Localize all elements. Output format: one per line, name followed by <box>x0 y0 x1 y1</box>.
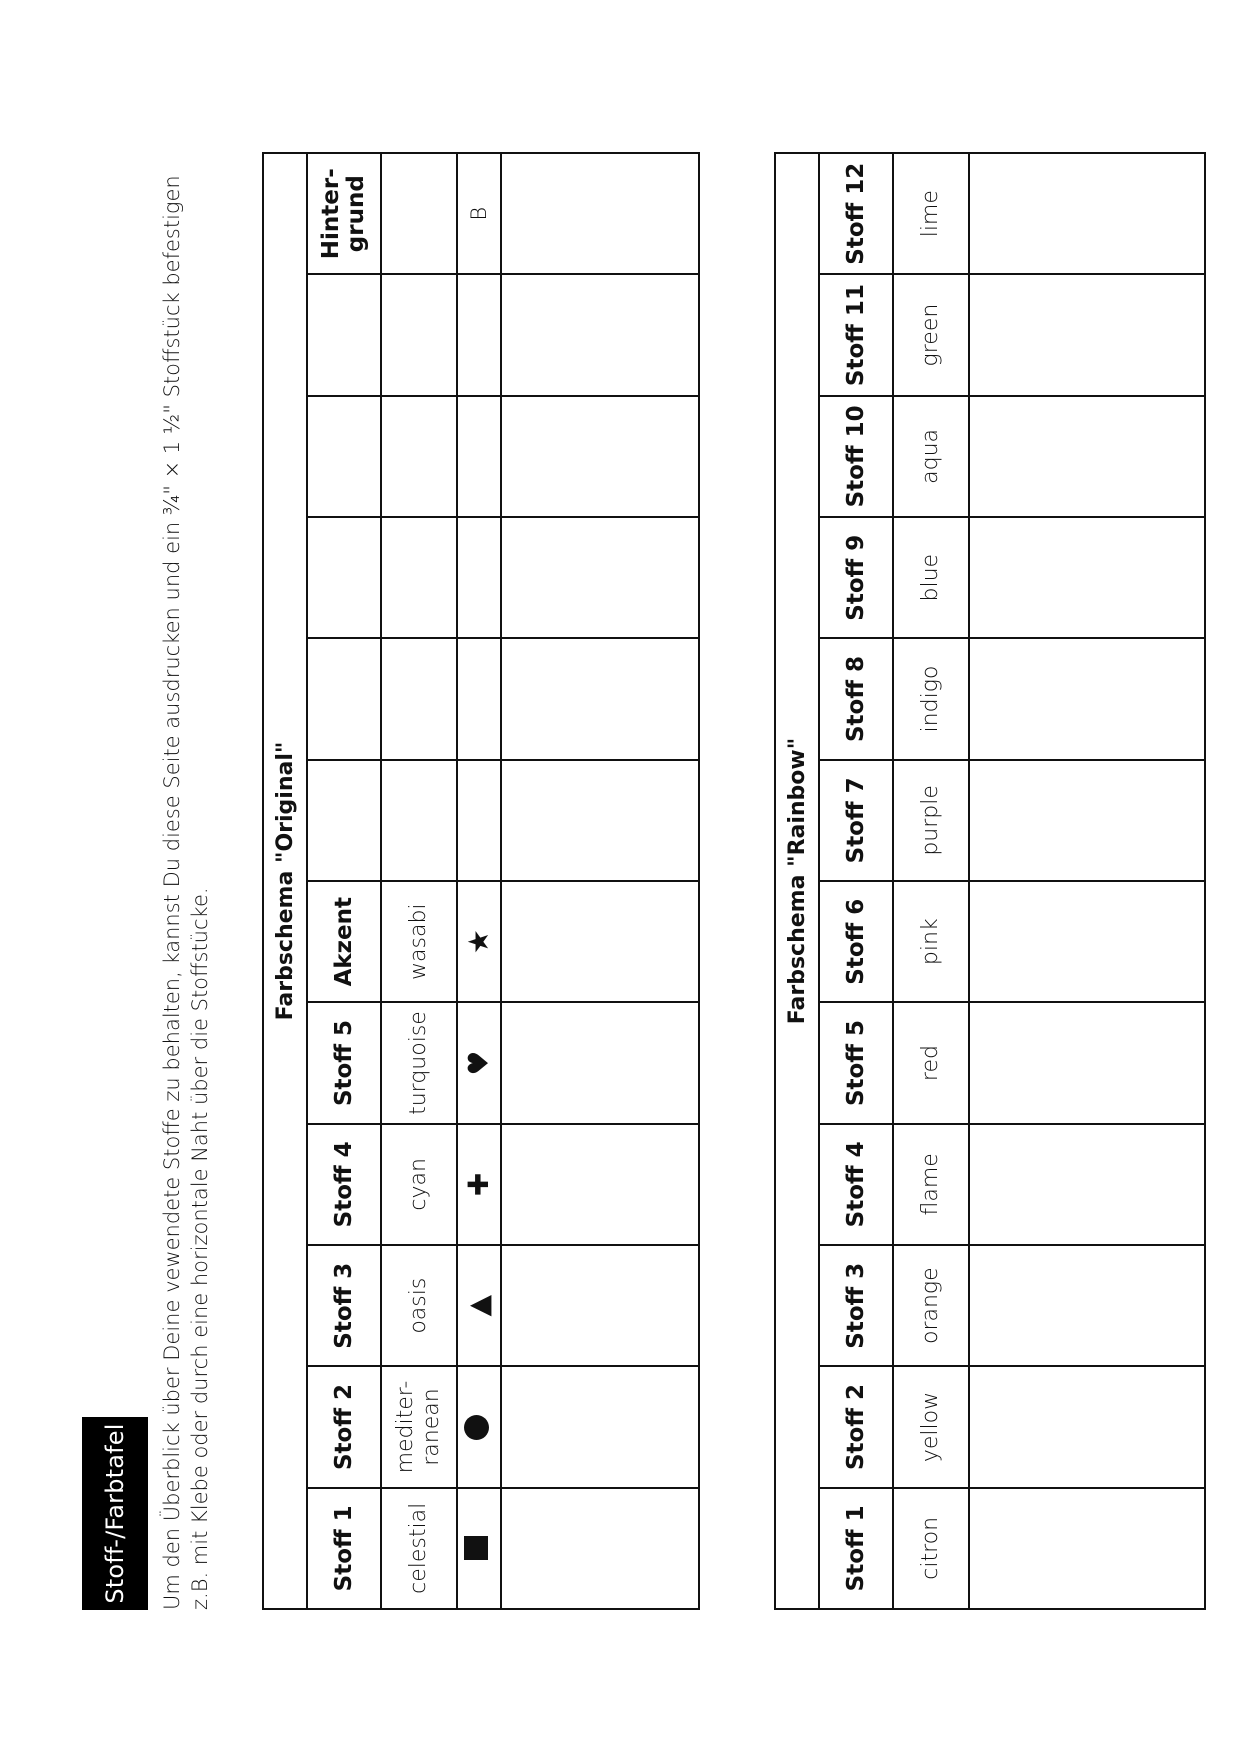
fabric-name-row <box>381 153 457 1609</box>
plus-icon: ✚ <box>461 1172 495 1197</box>
swatch-cell-7 <box>501 760 699 881</box>
fabric-name-cell-label: orange <box>918 1267 943 1345</box>
swatch-cell-2 <box>501 1366 699 1487</box>
fabric-name-cell-label: lime <box>918 190 943 238</box>
symbol-cell-12 <box>457 153 501 274</box>
fabric-name-cell-11 <box>381 274 457 395</box>
fabric-name-cell-8 <box>893 638 969 759</box>
swatch-cell-12 <box>969 153 1205 274</box>
fabric-name-cell-3 <box>893 1245 969 1366</box>
symbol-row <box>457 153 501 1609</box>
fabric-name-cell-label: citron <box>918 1516 943 1580</box>
header-cell-10 <box>307 396 381 517</box>
header-cell-label: Stoff 4 <box>330 1141 357 1228</box>
header-cell-label: Stoff 10 <box>842 405 869 508</box>
fabric-name-cell-11 <box>893 274 969 395</box>
symbol-cell-5 <box>457 1002 501 1123</box>
header-cell-label: Stoff 2 <box>842 1384 869 1471</box>
header-cell-8 <box>307 638 381 759</box>
fabric-name-cell-label: cyan <box>406 1158 431 1211</box>
symbol-cell-9 <box>457 517 501 638</box>
swatch-cell-11 <box>969 274 1205 395</box>
header-cell-7 <box>819 760 893 881</box>
swatch-cell-9 <box>969 517 1205 638</box>
swatch-row <box>969 153 1205 1609</box>
color-scheme-original-table <box>262 152 700 1610</box>
symbol-cell-1 <box>457 1488 501 1609</box>
fabric-name-cell-9 <box>381 517 457 638</box>
intro-line-2: z.B. mit Klebe oder durch eine horizontale Naht über die Stoffstücke. <box>188 887 212 1610</box>
fabric-name-row <box>893 153 969 1609</box>
swatch-cell-6 <box>969 881 1205 1002</box>
fabric-name-cell-label: green <box>918 303 943 367</box>
swatch-cell-1 <box>969 1488 1205 1609</box>
swatch-cell-6 <box>501 881 699 1002</box>
fabric-name-cell-label: blue <box>918 553 943 602</box>
fabric-name-cell-label: oasis <box>406 1277 431 1334</box>
fabric-name-cell-10 <box>381 396 457 517</box>
header-cell-4 <box>819 1124 893 1245</box>
header-cell-3 <box>307 1245 381 1366</box>
swatch-cell-4 <box>501 1124 699 1245</box>
fabric-name-cell-10 <box>893 396 969 517</box>
fabric-name-cell-label: purple <box>918 785 943 856</box>
circle-icon <box>464 1415 489 1440</box>
swatch-cell-9 <box>501 517 699 638</box>
symbol-cell-8 <box>457 638 501 759</box>
header-cell-3 <box>819 1245 893 1366</box>
swatch-cell-5 <box>969 1002 1205 1123</box>
fabric-name-cell-7 <box>893 760 969 881</box>
fabric-name-cell-label: wasabi <box>406 903 431 980</box>
swatch-row <box>501 153 699 1609</box>
header-cell-label: Hinter- grund <box>318 168 369 260</box>
header-cell-label: Stoff 3 <box>330 1262 357 1349</box>
page-title: Stoff-/Farbtafel <box>82 1417 148 1610</box>
symbol-cell-11 <box>457 274 501 395</box>
fabric-name-cell-4 <box>893 1124 969 1245</box>
fabric-name-cell-label: flame <box>918 1153 943 1216</box>
swatch-cell-10 <box>501 396 699 517</box>
fabric-name-cell-label: indigo <box>918 665 943 733</box>
intro-text <box>158 150 214 1610</box>
header-cell-4 <box>307 1124 381 1245</box>
swatch-cell-8 <box>969 638 1205 759</box>
header-cell-7 <box>307 760 381 881</box>
fabric-name-cell-12 <box>893 153 969 274</box>
swatch-cell-3 <box>969 1245 1205 1366</box>
fabric-name-cell-3 <box>381 1245 457 1366</box>
header-cell-6 <box>307 881 381 1002</box>
intro-line-1: Um den Überblick über Deine vewendete Stoffe zu behalten, kannst Du diese Seite ausdrucken und ein ¾" × 1 ½" Stoffstück befestigen <box>160 175 184 1610</box>
fabric-name-cell-6 <box>381 881 457 1002</box>
fabric-name-cell-2 <box>381 1366 457 1487</box>
symbol-cell-10 <box>457 396 501 517</box>
table-caption-rainbow: Farbschema "Rainbow" <box>775 153 819 1609</box>
fabric-name-cell-5 <box>893 1002 969 1123</box>
header-cell-1 <box>819 1488 893 1609</box>
fabric-name-cell-12 <box>381 153 457 274</box>
swatch-cell-12 <box>501 153 699 274</box>
symbol-cell-3 <box>457 1245 501 1366</box>
table-caption-original: Farbschema "Original" <box>263 153 307 1609</box>
table-header-row <box>819 153 893 1609</box>
header-cell-label: Stoff 1 <box>842 1505 869 1592</box>
header-cell-label: Stoff 1 <box>330 1505 357 1592</box>
header-cell-1 <box>307 1488 381 1609</box>
header-cell-label: Stoff 3 <box>842 1262 869 1349</box>
header-cell-label: Stoff 8 <box>842 656 869 743</box>
header-cell-6 <box>819 881 893 1002</box>
header-cell-label: Stoff 12 <box>842 162 869 265</box>
header-cell-label: Stoff 4 <box>842 1141 869 1228</box>
header-cell-11 <box>819 274 893 395</box>
fabric-name-cell-label: aqua <box>918 428 943 484</box>
swatch-cell-11 <box>501 274 699 395</box>
fabric-name-cell-9 <box>893 517 969 638</box>
symbol-letter: B <box>466 206 491 221</box>
swatch-cell-7 <box>969 760 1205 881</box>
header-cell-label: Stoff 7 <box>842 777 869 864</box>
color-scheme-rainbow-table <box>774 152 1206 1610</box>
header-cell-label: Stoff 11 <box>842 284 869 387</box>
symbol-cell-6 <box>457 881 501 1002</box>
fabric-name-cell-label: celestial <box>406 1502 431 1594</box>
fabric-name-cell-label: red <box>918 1045 943 1082</box>
triangle-icon: ▲ <box>461 1294 495 1317</box>
fabric-name-cell-8 <box>381 638 457 759</box>
table-header-row <box>307 153 381 1609</box>
fabric-name-cell-label: mediter- ranean <box>393 1380 444 1474</box>
header-cell-2 <box>819 1366 893 1487</box>
header-cell-5 <box>307 1002 381 1123</box>
header-cell-9 <box>307 517 381 638</box>
fabric-name-cell-1 <box>381 1488 457 1609</box>
header-cell-8 <box>819 638 893 759</box>
swatch-cell-1 <box>501 1488 699 1609</box>
header-cell-2 <box>307 1366 381 1487</box>
symbol-cell-7 <box>457 760 501 881</box>
swatch-cell-10 <box>969 396 1205 517</box>
fabric-name-cell-2 <box>893 1366 969 1487</box>
fabric-name-cell-label: yellow <box>918 1391 943 1463</box>
fabric-name-cell-label: pink <box>918 918 943 966</box>
header-cell-label: Stoff 9 <box>842 534 869 621</box>
star-icon: ★ <box>461 929 495 955</box>
swatch-cell-8 <box>501 638 699 759</box>
fabric-name-cell-label: turquoise <box>406 1011 431 1115</box>
fabric-name-cell-7 <box>381 760 457 881</box>
fabric-name-cell-1 <box>893 1488 969 1609</box>
header-cell-9 <box>819 517 893 638</box>
header-cell-12 <box>819 153 893 274</box>
fabric-name-cell-5 <box>381 1002 457 1123</box>
symbol-cell-2 <box>457 1366 501 1487</box>
header-cell-12 <box>307 153 381 274</box>
header-cell-label: Stoff 5 <box>842 1020 869 1107</box>
fabric-name-cell-6 <box>893 881 969 1002</box>
fabric-name-cell-4 <box>381 1124 457 1245</box>
header-cell-label: Stoff 5 <box>330 1020 357 1107</box>
header-cell-label: Akzent <box>330 896 357 987</box>
swatch-cell-2 <box>969 1366 1205 1487</box>
header-cell-11 <box>307 274 381 395</box>
square-icon <box>464 1536 488 1560</box>
symbol-cell-4 <box>457 1124 501 1245</box>
header-cell-5 <box>819 1002 893 1123</box>
header-cell-label: Stoff 6 <box>842 898 869 985</box>
header-cell-label: Stoff 2 <box>330 1384 357 1471</box>
swatch-cell-3 <box>501 1245 699 1366</box>
heart-icon: ♥ <box>461 1050 495 1076</box>
swatch-cell-4 <box>969 1124 1205 1245</box>
swatch-cell-5 <box>501 1002 699 1123</box>
header-cell-10 <box>819 396 893 517</box>
